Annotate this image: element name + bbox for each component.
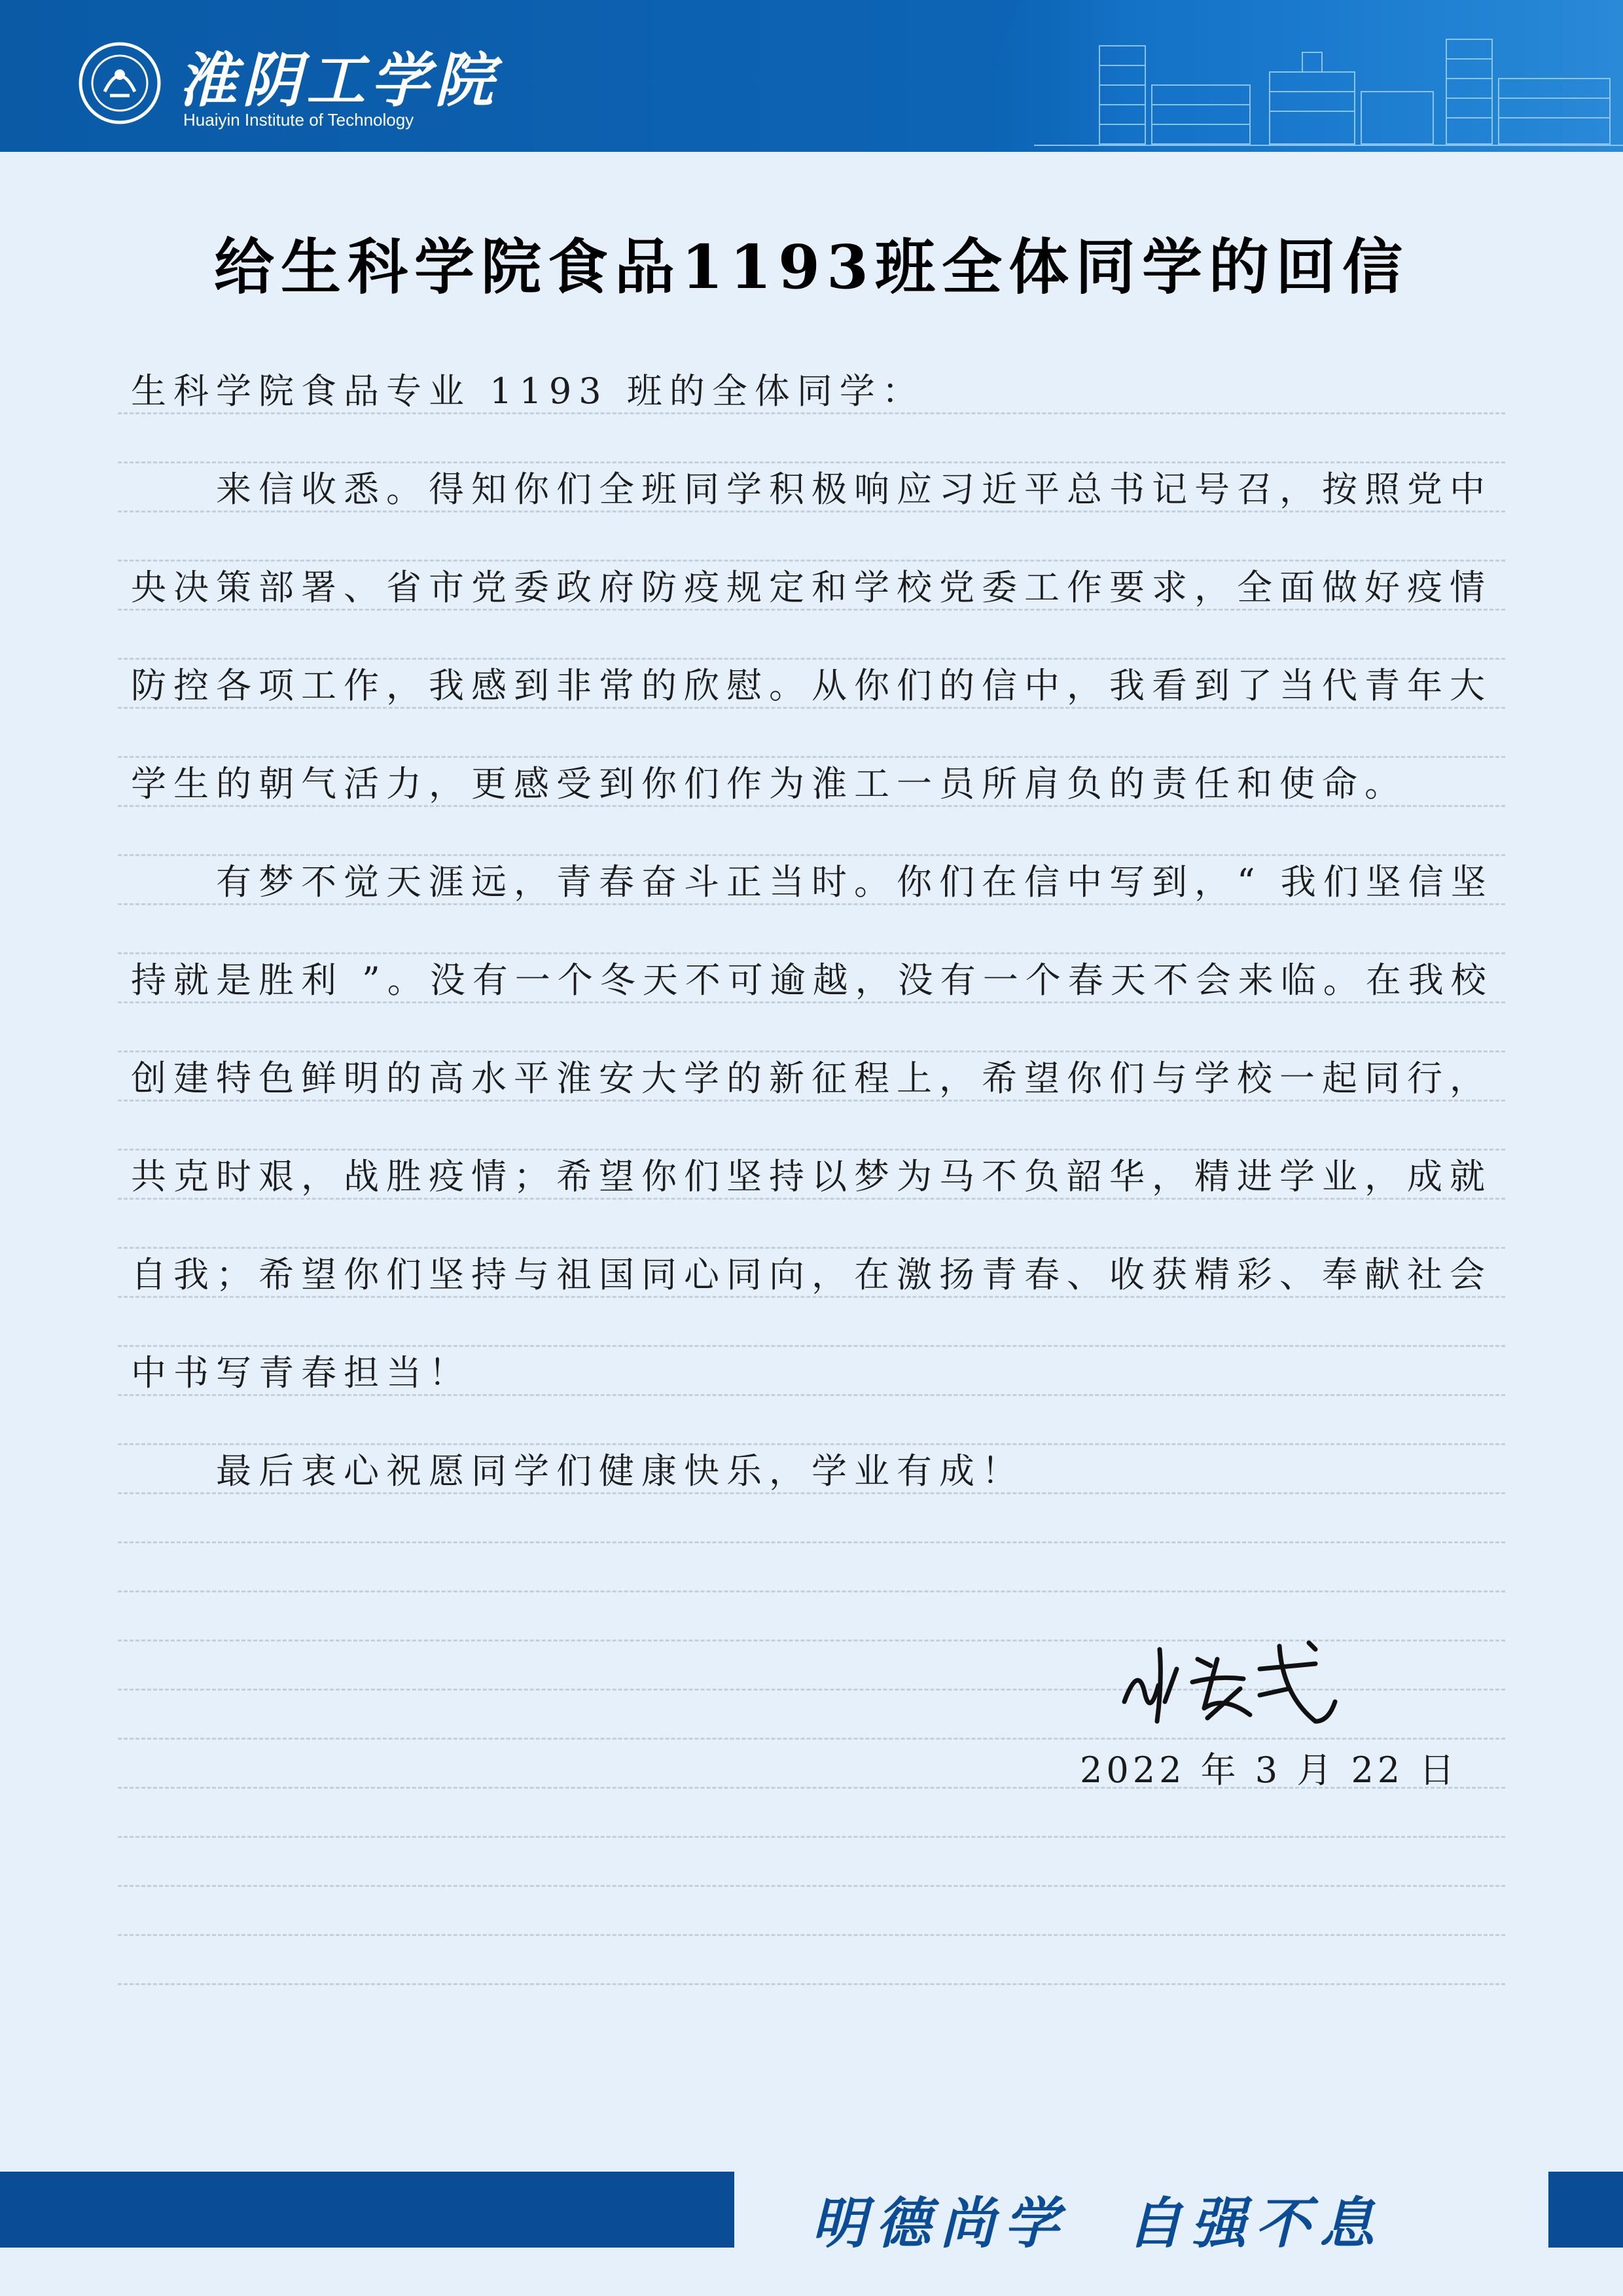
letter-title: 给生科学院食品1193班全体同学的回信 [213, 232, 1410, 302]
ruled-line [118, 1934, 1505, 1936]
school-name-english: Huaiyin Institute of Technology [183, 110, 414, 130]
motto-part-1: 明德尚学 [812, 2191, 1069, 2255]
body-line: 来信收悉。得知你们全班同学积极响应习近平总书记号召，按照党中 [131, 469, 1492, 510]
motto-part-2: 自强不息 [1127, 2191, 1384, 2255]
ruled-line [118, 1885, 1505, 1887]
ruled-line [118, 1836, 1505, 1838]
footer-bar-right [1548, 2172, 1623, 2248]
handwritten-signature [1119, 1623, 1355, 1734]
body-line: 自我；希望你们坚持与祖国同心同向，在激扬青春、收获精彩、奉献社会 [131, 1254, 1492, 1295]
ruled-line [118, 1983, 1505, 1985]
ruled-lines [118, 0, 1505, 2296]
school-motto [812, 2179, 1383, 2259]
body-line: 学生的朝气活力，更感受到你们作为淮工一员所肩负的责任和使命。 [131, 763, 1407, 804]
salutation: 生科学院食品专业 1193 班的全体同学： [131, 370, 925, 412]
closing-line: 最后衷心祝愿同学们健康快乐，学业有成！ [131, 1450, 1024, 1492]
footer-bar-left [0, 2172, 734, 2248]
body-line: 中书写青春担当！ [131, 1352, 471, 1393]
body-line: 共克时艰，战胜疫情；希望你们坚持以梦为马不负韶华，精进学业，成就 [131, 1156, 1492, 1197]
body-line: 央决策部署、省市党委政府防疫规定和学校党委工作要求，全面做好疫情 [131, 567, 1492, 608]
body-line: 防控各项工作，我感到非常的欣慰。从你们的信中，我看到了当代青年大 [131, 665, 1492, 706]
ruled-line [118, 1541, 1505, 1543]
body-line: 创建特色鲜明的高水平淮安大学的新征程上，希望你们与学校一起同行， [131, 1058, 1492, 1099]
body-line: 有梦不觉天涯远，青春奋斗正当时。你们在信中写到，“ 我们坚信坚 [131, 861, 1493, 903]
letter-date: 2022 年 3 月 22 日 [1080, 1749, 1459, 1791]
ruled-line [118, 1738, 1505, 1740]
school-name-chinese: 淮阴工学院 [178, 46, 499, 115]
body-line: 持就是胜利 ”。没有一个冬天不可逾越，没有一个春天不会来临。在我校 [131, 960, 1493, 1001]
ruled-line [118, 1590, 1505, 1592]
